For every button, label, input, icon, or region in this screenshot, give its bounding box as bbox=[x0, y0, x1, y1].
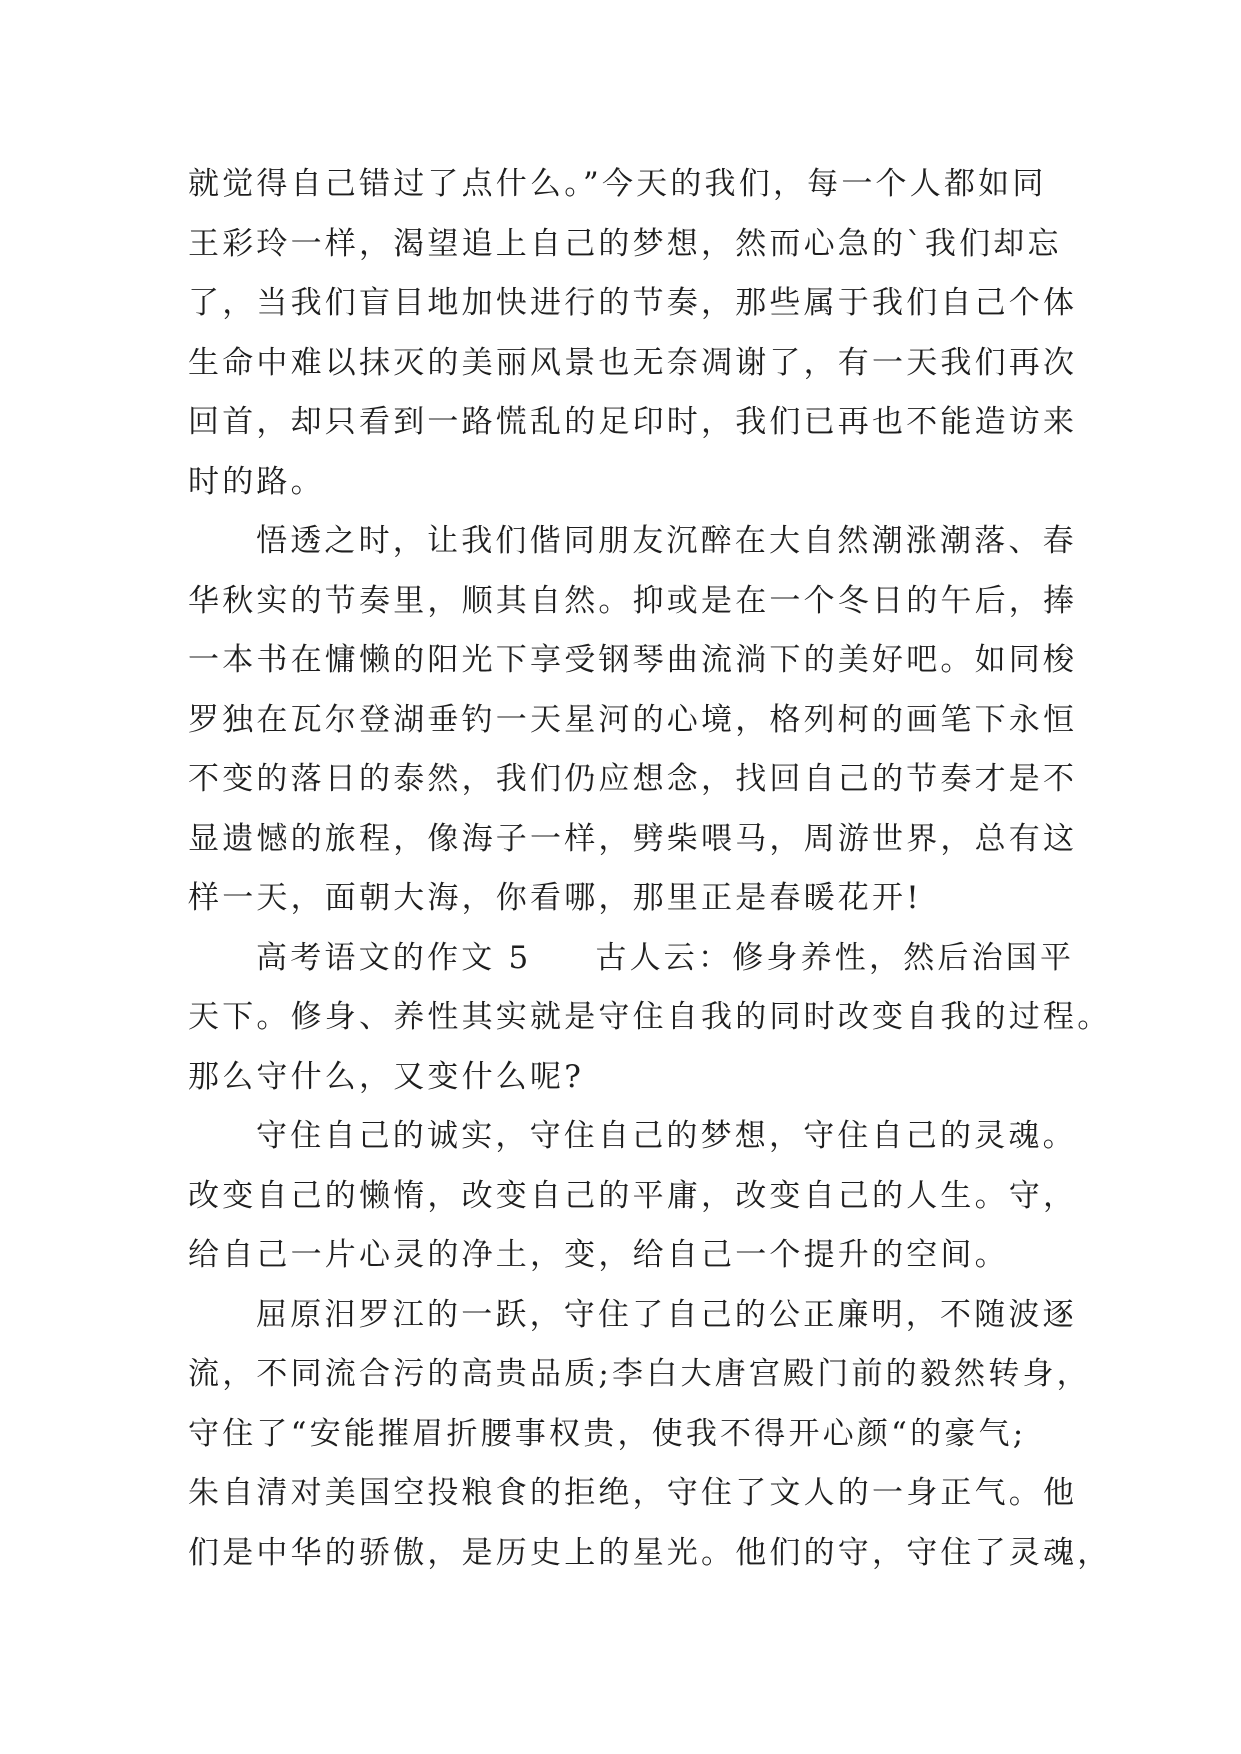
text-line: 改变自己的懒惰，改变自己的平庸，改变自己的人生。守， bbox=[188, 1177, 1078, 1214]
text-line bbox=[188, 929, 1075, 989]
text-line: 生命中难以抹灭的美丽风景也无奈凋谢了，有一天我们再次 bbox=[188, 344, 1078, 381]
text-line: 那么守什么，又变什么呢? bbox=[188, 1058, 585, 1095]
paragraph-5 bbox=[188, 1286, 1112, 1584]
text-line: 王彩玲一样，渴望追上自己的梦想，然而心急的`我们却忘 bbox=[188, 225, 1062, 262]
text-line: 屈原汨罗江的一跃，守住了自己的公正廉明，不随波逐 bbox=[256, 1296, 1077, 1333]
text-line: 守住自己的诚实，守住自己的梦想，守住自己的灵魂。 bbox=[256, 1118, 1077, 1154]
text-line: 回首，却只看到一路慌乱的足印时，我们已再也不能造访来 bbox=[188, 404, 1078, 440]
text-line: 天下。修身、养性其实就是守住自我的同时改变自我的过程。 bbox=[188, 999, 1112, 1035]
document-body bbox=[188, 155, 1112, 1583]
text-line: 流，不同流合污的高贵品质;李白大唐宫殿门前的毅然转身， bbox=[188, 1356, 1091, 1392]
text-line: 悟透之时，让我们偕同朋友沉醉在大自然潮涨潮落、春 bbox=[256, 523, 1077, 559]
text-line: 给自己一片心灵的净土，变，给自己一个提升的空间。 bbox=[188, 1237, 1009, 1273]
paragraph-3 bbox=[188, 929, 1112, 1108]
paragraph-4 bbox=[188, 1107, 1078, 1286]
text-line: 罗独在瓦尔登湖垂钓一天星河的心境，格列柯的画笔下永恒 bbox=[188, 701, 1078, 738]
text-line: 朱自清对美国空投粮食的拒绝，守住了文人的一身正气。他 bbox=[188, 1475, 1078, 1511]
text-line: 一本书在慵懒的阳光下享受钢琴曲流淌下的美好吧。如同梭 bbox=[188, 642, 1078, 678]
paragraph-1 bbox=[188, 155, 1078, 512]
text-line: 守住了“安能摧眉折腰事权贵，使我不得开心颜“的豪气; bbox=[188, 1415, 1027, 1452]
text-line: 就觉得自己错过了点什么。”今天的我们，每一个人都如同 bbox=[188, 166, 1047, 202]
section-heading: 高考语文的作文 5 bbox=[256, 939, 532, 976]
paragraph-2 bbox=[188, 512, 1078, 929]
text-line: 样一天，面朝大海，你看哪，那里正是春暖花开! bbox=[188, 880, 922, 916]
text-line: 们是中华的骄傲，是历史上的星光。他们的守，守住了灵魂， bbox=[188, 1534, 1112, 1571]
text-line: 了，当我们盲目地加快进行的节奏，那些属于我们自己个体 bbox=[188, 285, 1078, 321]
text-line: 时的路。 bbox=[188, 463, 325, 500]
text-line: 显遗憾的旅程，像海子一样，劈柴喂马，周游世界，总有这 bbox=[188, 820, 1078, 857]
text-line: 华秋实的节奏里，顺其自然。抑或是在一个冬日的午后，捧 bbox=[188, 582, 1078, 619]
text-line: 不变的落日的泰然，我们仍应想念，找回自己的节奏才是不 bbox=[188, 761, 1078, 797]
heading-line-text: 古人云：修身养性，然后治国平 bbox=[595, 939, 1075, 976]
